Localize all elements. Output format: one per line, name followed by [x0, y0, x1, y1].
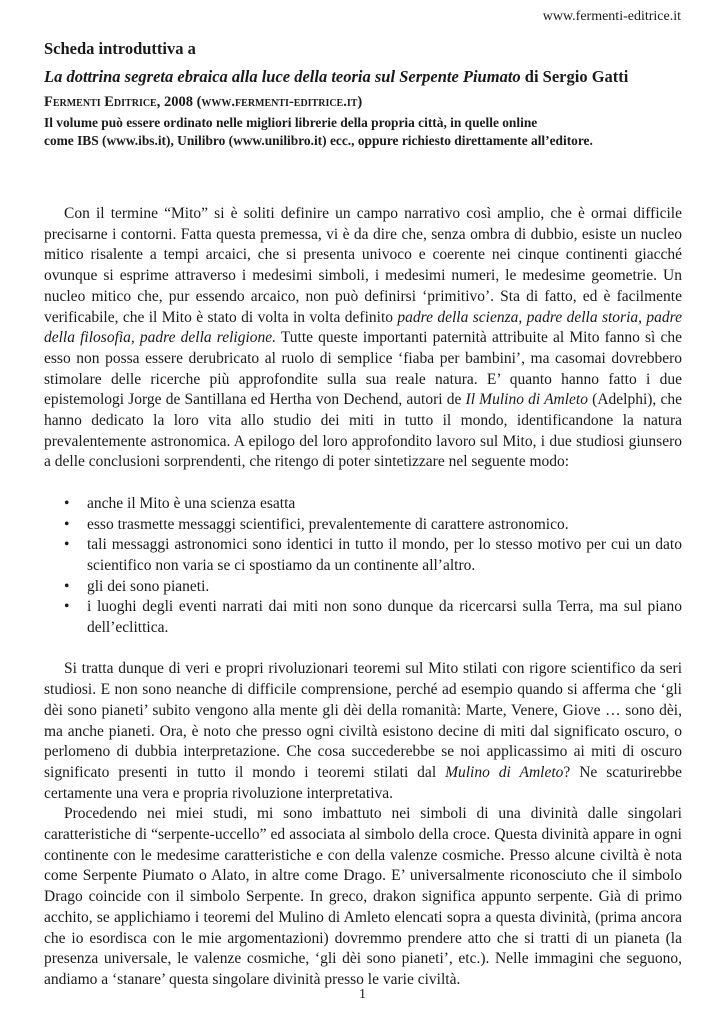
paragraph-intro-text-2: Tutte queste importanti paternità attribuite al Mito fanno sì che esso non possa essere derubricato al ruolo di semplice ‘fiaba per bambini’, ma casomai dovrebbero stimolare delle ricerche più approfondite sulla sua reale natura. E’ quanto hanno fatto i due epistemologi Jorge de Santillana ed Hertha von Dechend, autori de: [44, 329, 682, 409]
paragraph-theorems-text-2: ? Ne scaturirebbe certamente una vera e propria rivoluzione interpretativa.: [44, 763, 682, 802]
bullet-icon: •: [64, 494, 70, 512]
book-title: La dottrina segreta ebraica alla luce della teoria sul Serpente Piumato: [44, 67, 521, 86]
list-item-text: esso trasmette messaggi scientifici, prevalentemente di carattere astronomico.: [87, 515, 569, 533]
paragraph-serpent: Procedendo nei miei studi, mi sono imbattuto nei simboli di una divinità dalle singolari caratteristiche di “serpente-uccello” ed associata al simbolo della croce. Questa divinità appare in ogni continente con le medesime caratteristiche e con della valenze cosmiche. Presso alcune civiltà è nota come Serpente Piumato o Alato, in altre come Drago. E’ universalmente riconosciuto che il simbolo Drago coincide con il simbolo Serpente. In greco, drakon significa appunto serpente. Già di primo acchito, se applichiamo i teoremi del Mulino di Amleto elencati sopra a questa divinità, (prima ancora che io esordisca con le mie argomentazioni) dovremmo prendere atto che si tratti di un pianeta (la presenza universale, le valenze cosmiche, ‘gli dèi sono pianeti’, etc.). Nelle immagini che seguono, andiamo a ‘stanare’ questa singolare divinità presso le varie civiltà.: [44, 805, 682, 988]
paragraph-theorems-text-1: Si tratta dunque di veri e propri rivoluzionari teoremi sul Mito stilati con rigore scientifico da seri studiosi. E non sono neanche di difficile comprensione, perché ad esempio quando si afferma che ‘gli dèi sono pianeti’ subito vengono alla mente gli dèi della romanità: Marte, Venere, Giove … sono dèi, ma anche pianeti. Ora, è noto che presso ogni civiltà esistono decine di miti dal significato oscuro, o perlomeno di dubbia interpretazione. Che cosa succederebbe se noi applicassimo ai miti di oscuro significato presenti in tutto il mondo i teoremi stilati dal: [44, 660, 682, 781]
paragraph-theorems-italic: Mulino di Amleto: [445, 763, 564, 781]
header-title: Scheda introduttiva a: [44, 39, 196, 58]
list-item: [44, 577, 682, 598]
paragraph-intro-text-3: (Adelphi), che hanno dedicato la loro vita allo studio dei miti in tutto il mondo, identificandone la natura prevalentemente astronomica. A epilogo del loro approfondito lavoro sul Mito, i due studiosi giunsero a delle conclusioni sorprendenti, che ritengo di poter sintetizzare nel seguente modo:: [44, 391, 682, 471]
list-item: [44, 535, 682, 576]
list-item-text: anche il Mito è una scienza esatta: [87, 494, 296, 512]
bullet-icon: •: [64, 598, 70, 616]
paragraph-theorems: [44, 659, 682, 804]
list-item: [44, 515, 682, 536]
bullet-icon: •: [64, 515, 70, 533]
page-number: 1: [359, 987, 366, 1002]
list-item-text: tali messaggi astronomici sono identici in tutto il mondo, per lo stesso motivo per cui un dato scientifico non varia se ci spostiamo da un continente all’altro.: [87, 536, 682, 574]
list-item: [44, 597, 682, 638]
bullet-icon: •: [64, 577, 70, 595]
list-item-text: i luoghi degli eventi narrati dai miti non sono dunque da ricercarsi sulla Terra, ma sul piano dell’eclittica.: [87, 598, 682, 637]
conclusions-list: [44, 494, 682, 639]
book-reference-italic: Il Mulino di Amleto: [465, 391, 588, 409]
list-item-text: gli dei sono pianeti.: [87, 577, 210, 595]
list-item: [44, 494, 682, 515]
bullet-icon: •: [64, 536, 70, 554]
site-url: www.fermenti-editrice.it: [542, 9, 681, 24]
publisher-line: Fermenti Editrice, 2008 (www.fermenti-editrice.it): [44, 94, 363, 110]
book-author: di Sergio Gatti: [520, 67, 629, 86]
body-text: [44, 204, 682, 991]
order-info-line-2: come IBS (www.ibs.it), Unilibro (www.unilibro.it) ecc., oppure richiesto direttamente all’editore.: [44, 133, 593, 148]
paragraph-intro: [44, 204, 682, 473]
paragraph-intro-italic-1: padre della scienza, padre della storia, padre della filosofia, padre della religione.: [44, 308, 682, 347]
paragraph-intro-text-1: Con il termine “Mito” si è soliti definire un campo narrativo così amplio, che è ormai difficile precisarne i contorni. Fatta questa premessa, vi è da dire che, senza ombra di dubbio, esiste un nucleo mitico risalente a tempi arcaici, che si presenta univoco e coerente nei cinque continenti giacché ovunque si esprime attraverso i medesimi simboli, i medesimi numeri, le medesime geometrie. Un nucleo mitico che, pur essendo arcaico, non può definirsi ‘primitivo’. Sta di fatto, ed è facilmente verificabile, che il Mito è stato di volta in volta definito: [44, 205, 682, 326]
order-info-line-1: Il volume può essere ordinato nelle migliori librerie della propria città, in quelle online: [44, 115, 538, 130]
document-header: [44, 38, 684, 150]
book-title-line: [44, 66, 684, 88]
